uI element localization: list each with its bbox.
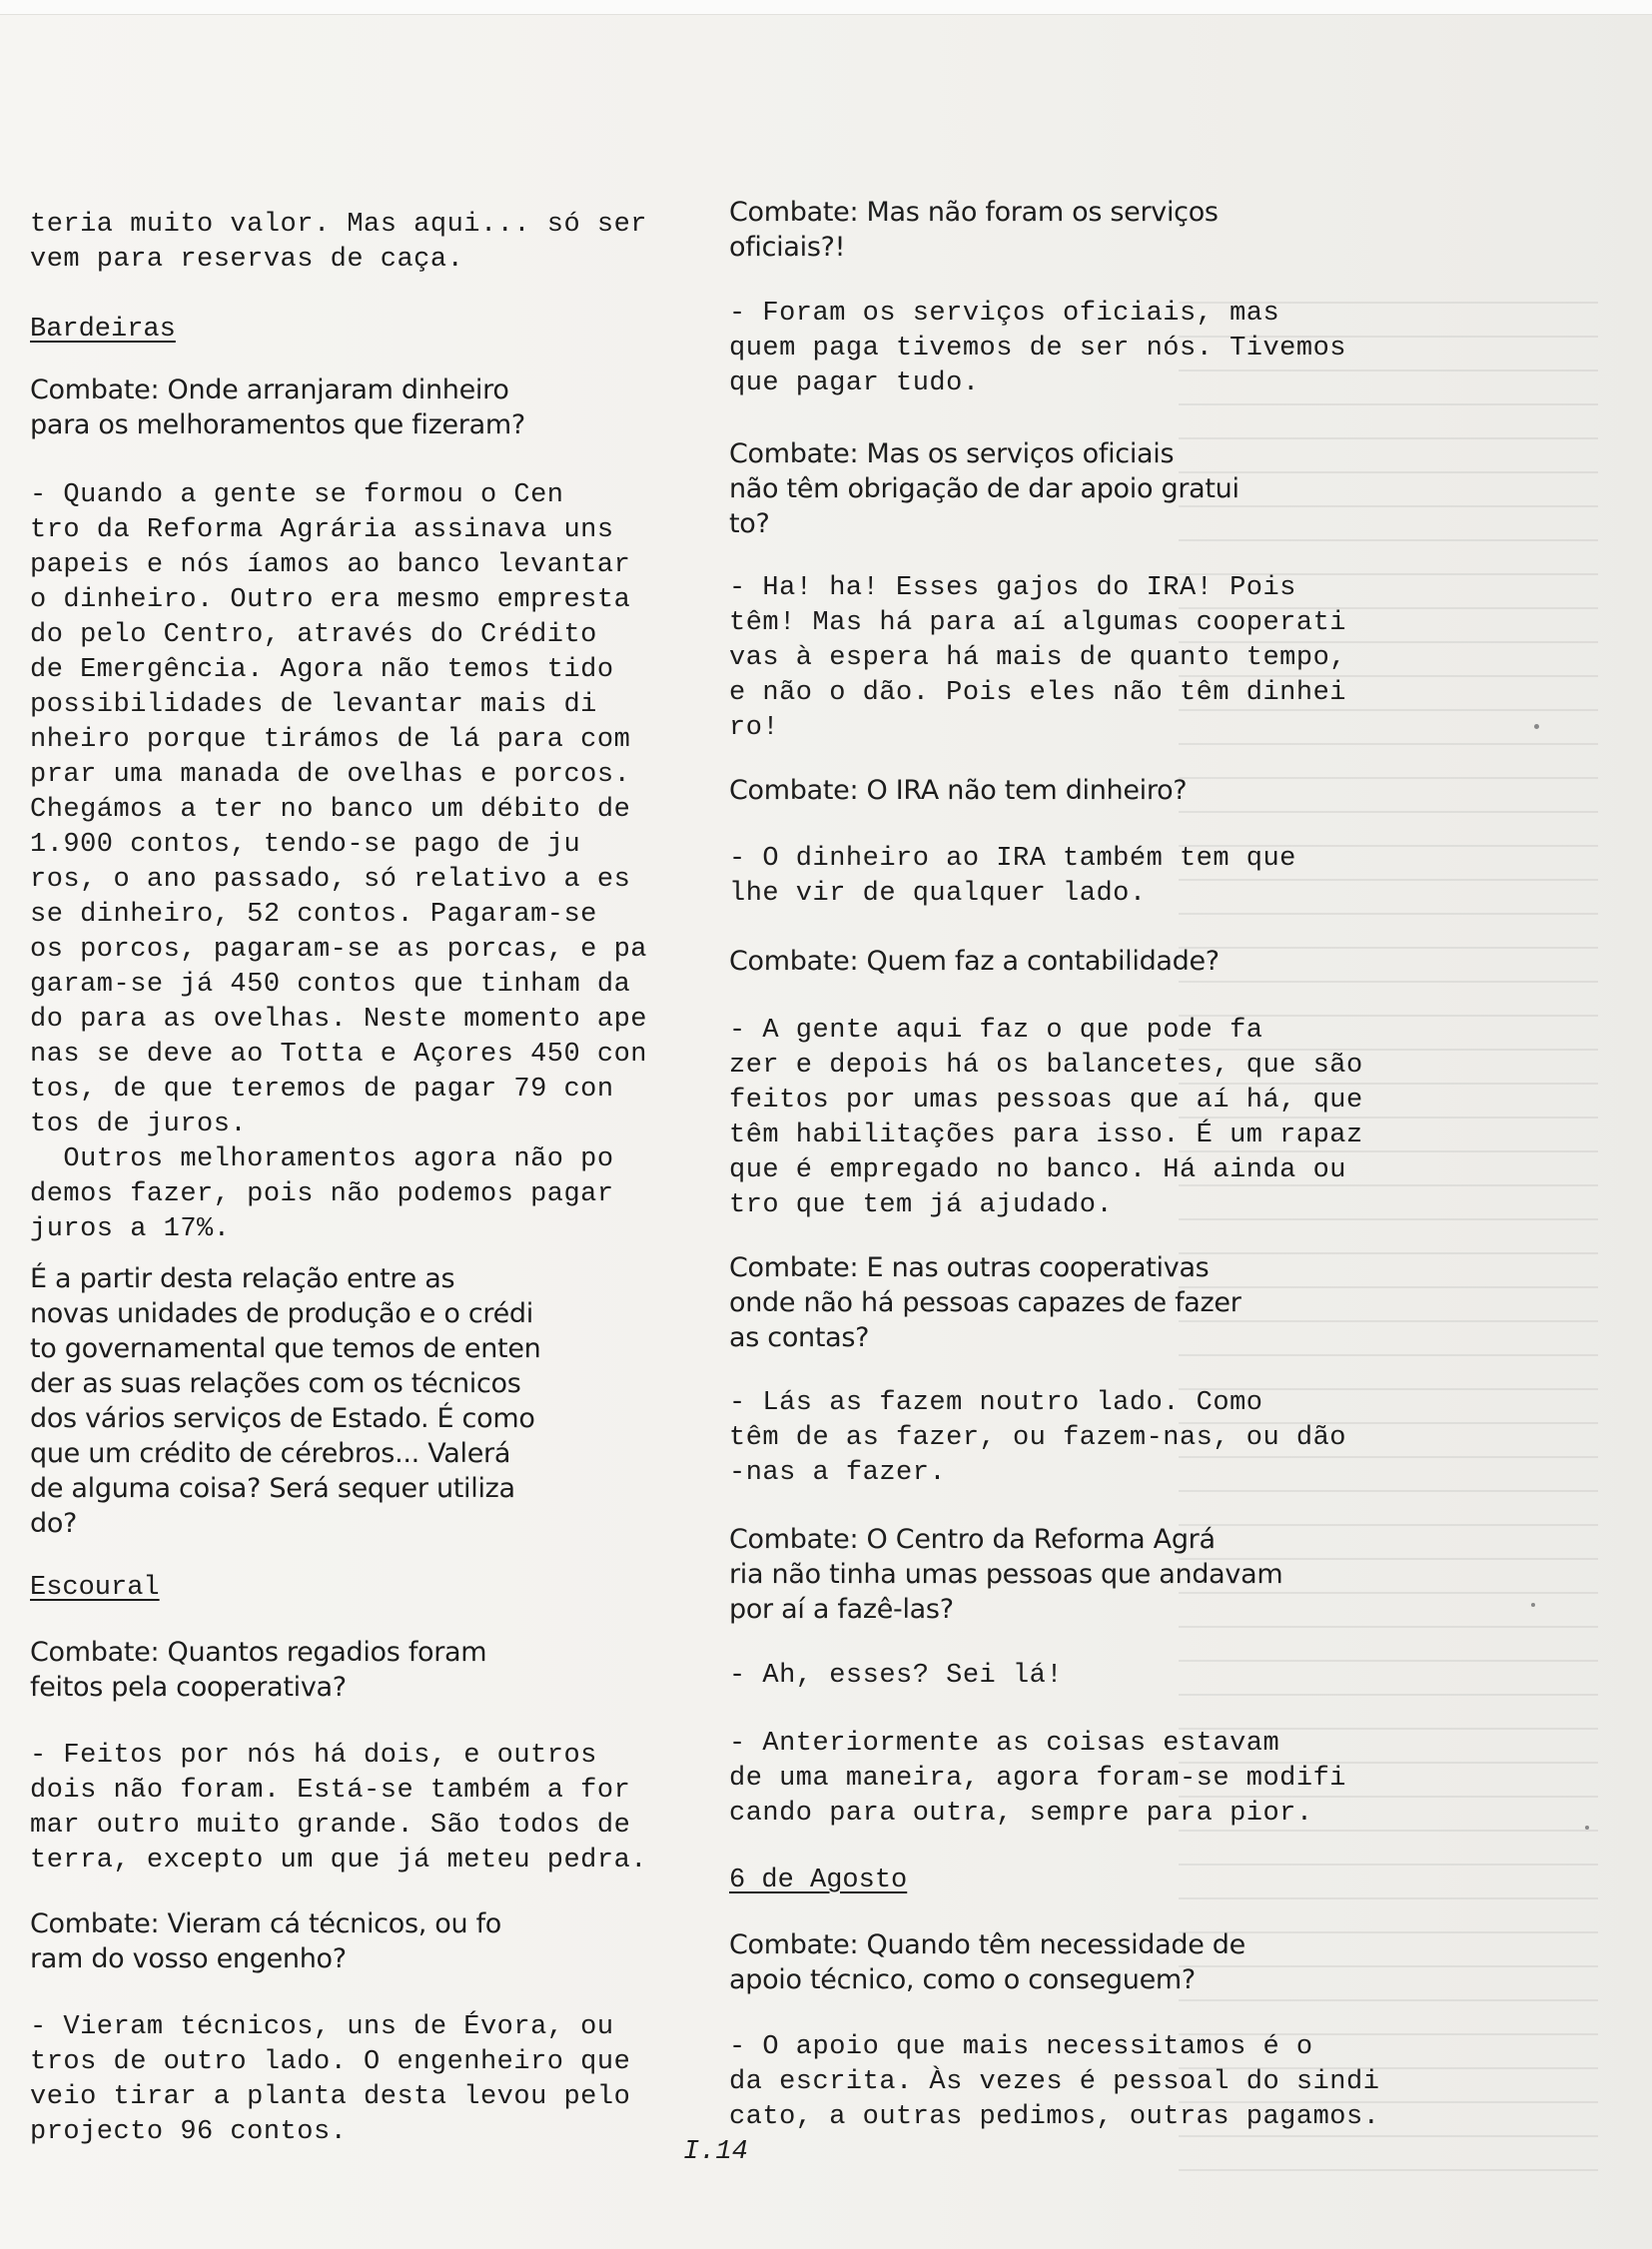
show-through-text (1179, 280, 1598, 2177)
text-line: não têm obrigação de dar apoio gratui (729, 473, 1239, 504)
text-line: oficiais?! (729, 232, 846, 263)
text-line: demos fazer, pois não podemos pagar (30, 1179, 614, 1209)
text-line: Chegámos a ter no banco um débito de (30, 795, 631, 825)
text-line: de Emergência. Agora não temos tido (30, 655, 614, 685)
text-line: tro da Reforma Agrária assinava uns (30, 515, 614, 545)
text-line: veio tirar a planta desta levou pelo (30, 2082, 631, 2112)
text-line: Combate: E nas outras cooperativas (729, 1252, 1210, 1283)
text-line: teria muito valor. Mas aqui... só ser (30, 210, 647, 240)
text-line: os porcos, pagaram-se as porcas, e pa (30, 935, 647, 965)
text-line: - Vieram técnicos, uns de Évora, ou (30, 2012, 614, 2042)
text-line: vas à espera há mais de quanto tempo, (729, 643, 1346, 673)
text-line: vem para reservas de caça. (30, 245, 464, 275)
text-line: se dinheiro, 52 contos. Pagaram-se (30, 900, 597, 930)
text-line: as contas? (729, 1322, 870, 1353)
text-line: que é empregado no banco. Há ainda ou (729, 1155, 1346, 1185)
text-line: Combate: Quando têm necessidade de (729, 1929, 1245, 1960)
text-line: - Ah, esses? Sei lá! (729, 1661, 1064, 1691)
text-line: to? (729, 508, 770, 539)
section-heading-escoural: Escoural (30, 1573, 160, 1603)
text-line: É a partir desta relação entre as (30, 1263, 455, 1294)
text-line: ro! (729, 713, 780, 743)
scan-speck (1585, 1826, 1589, 1830)
text-line: de uma maneira, agora foram-se modifi (729, 1764, 1346, 1794)
text-line: - Lás as fazem noutro lado. Como (729, 1388, 1263, 1418)
text-line: e não o dão. Pois eles não têm dinhei (729, 678, 1346, 708)
text-line: cato, a outras pedimos, outras pagamos. (729, 2102, 1380, 2132)
text-line: lhe vir de qualquer lado. (729, 879, 1147, 909)
text-line: novas unidades de produção e o crédi (30, 1298, 533, 1329)
text-line: de alguma coisa? Será sequer utiliza (30, 1473, 515, 1504)
text-line: dois não foram. Está-se também a for (30, 1776, 631, 1806)
text-line: possibilidades de levantar mais di (30, 690, 597, 720)
text-line: garam-se já 450 contos que tinham da (30, 970, 631, 1000)
text-line: nas se deve ao Totta e Açores 450 con (30, 1040, 647, 1070)
text-line: nheiro porque tirámos de lá para com (30, 725, 631, 755)
text-line: - Foram os serviços oficiais, mas (729, 299, 1280, 329)
scan-speck (1534, 724, 1539, 729)
text-line: têm de as fazer, ou fazem-nas, ou dão (729, 1423, 1346, 1453)
text-line: que pagar tudo. (729, 369, 980, 398)
text-line: têm habilitações para isso. É um rapaz (729, 1121, 1363, 1150)
text-line: tos, de que teremos de pagar 79 con (30, 1075, 614, 1105)
page-number: I.14 (683, 2137, 748, 2167)
text-line: 1.900 contos, tendo-se pago de ju (30, 830, 581, 860)
text-line: papeis e nós íamos ao banco levantar (30, 550, 631, 580)
text-line: do pelo Centro, através do Crédito (30, 620, 597, 650)
text-line: Combate: O Centro da Reforma Agrá (729, 1524, 1216, 1555)
text-line: - A gente aqui faz o que pode fa (729, 1016, 1263, 1046)
text-line: feitos por umas pessoas que aí há, que (729, 1086, 1363, 1116)
text-line: do para as ovelhas. Neste momento ape (30, 1005, 647, 1035)
text-line: por aí a fazê-las? (729, 1594, 954, 1625)
text-line: Combate: Quantos regadios foram (30, 1637, 487, 1668)
text-line: - O apoio que mais necessitamos é o (729, 2032, 1313, 2062)
text-line: der as suas relações com os técnicos (30, 1368, 521, 1399)
text-line: o dinheiro. Outro era mesmo empresta (30, 585, 631, 615)
text-line: da escrita. Às vezes é pessoal do sindi (729, 2067, 1380, 2097)
text-line: - Feitos por nós há dois, e outros (30, 1741, 597, 1771)
section-heading-bardeiras: Bardeiras (30, 315, 176, 345)
text-line: - Ha! ha! Esses gajos do IRA! Pois (729, 573, 1296, 603)
text-line: têm! Mas há para aí algumas cooperati (729, 608, 1346, 638)
page-top-edge (0, 0, 1652, 15)
text-line: do? (30, 1508, 78, 1539)
text-line: mar outro muito grande. São todos de (30, 1811, 631, 1841)
text-line: que um crédito de cérebros... Valerá (30, 1438, 511, 1469)
scan-speck (1531, 1603, 1535, 1607)
text-line: dos vários serviços de Estado. É como (30, 1403, 535, 1434)
text-line: tos de juros. (30, 1110, 248, 1139)
text-line: quem paga tivemos de ser nós. Tivemos (729, 334, 1346, 364)
text-line: Combate: Vieram cá técnicos, ou fo (30, 1908, 502, 1939)
text-line: -nas a fazer. (729, 1458, 947, 1488)
text-line: feitos pela cooperativa? (30, 1672, 347, 1703)
text-line: Combate: Quem faz a contabilidade? (729, 946, 1220, 977)
text-line: - Anteriormente as coisas estavam (729, 1729, 1280, 1759)
text-line: Combate: Mas não foram os serviços (729, 197, 1219, 228)
text-line: tro que tem já ajudado. (729, 1190, 1114, 1220)
text-line: - O dinheiro ao IRA também tem que (729, 844, 1296, 874)
text-line: prar uma manada de ovelhas e porcos. (30, 760, 631, 790)
text-line: Outros melhoramentos agora não po (30, 1144, 614, 1174)
text-line: tros de outro lado. O engenheiro que (30, 2047, 631, 2077)
text-line: zer e depois há os balancetes, que são (729, 1051, 1363, 1081)
text-line: to governamental que temos de enten (30, 1333, 541, 1364)
text-line: Combate: O IRA não tem dinheiro? (729, 775, 1188, 806)
text-line: ros, o ano passado, só relativo a es (30, 865, 631, 895)
text-line: cando para outra, sempre para pior. (729, 1799, 1313, 1829)
text-line: projecto 96 contos. (30, 2117, 348, 2147)
text-line: terra, excepto um que já meteu pedra. (30, 1846, 647, 1875)
text-line: Combate: Mas os serviços oficiais (729, 438, 1175, 469)
text-line: Combate: Onde arranjaram dinheiro (30, 375, 509, 405)
text-line: onde não há pessoas capazes de fazer (729, 1287, 1241, 1318)
text-line: para os melhoramentos que fizeram? (30, 409, 525, 440)
text-line: juros a 17%. (30, 1214, 231, 1244)
text-line: - Quando a gente se formou o Cen (30, 480, 564, 510)
text-line: ram do vosso engenho? (30, 1943, 347, 1974)
section-heading-date: 6 de Agosto (729, 1866, 908, 1895)
text-line: ria não tinha umas pessoas que andavam (729, 1559, 1283, 1590)
text-line: apoio técnico, como o conseguem? (729, 1964, 1196, 1995)
